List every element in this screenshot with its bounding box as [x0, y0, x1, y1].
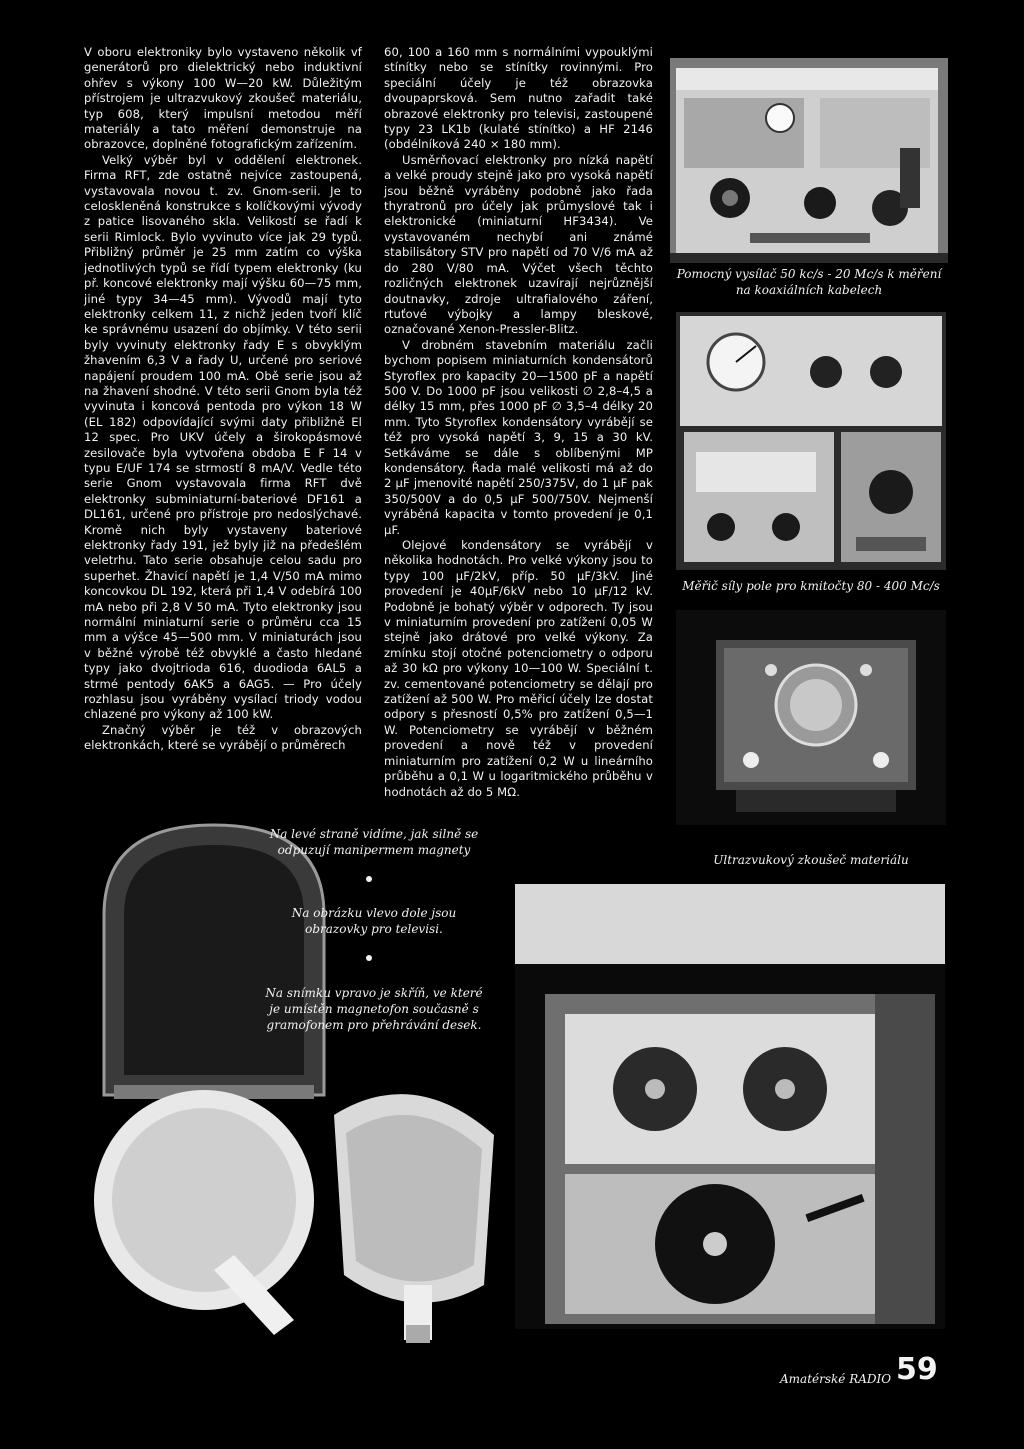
caption-bullet	[366, 876, 372, 882]
article-column-middle	[384, 45, 653, 800]
page-number: 59	[896, 1352, 938, 1387]
article-column-left	[84, 45, 362, 754]
paragraph: Velký výběr byl v oddělení elektronek. Firma RFT, zde ostatně nejvíce zastoupená, vystavovala novou t. zv. Gnom-serii. Je to celoskleněná konstrukce s kolíčkovými vývody z patice lisovaného skla. Velikostí se řadí k serii Rimlock. Bylo vyvinuto více jak 29 typů. Přibližný průměr je 25 mm zatím co výška jednotlivých typů se řídí typem elektronky (ku př. koncové elektronky mají výšku 60—75 mm, jiné typy 34—45 mm). Vývodů mají tyto elektronky celkem 11, z nichž jeden tvoří klíč ke správnému usazení do objímky. V této serii byly vyvinuty elektronky řady E s obvyklým žhavením 6,3 V a řady U, určené pro seriové napájení proudem 100 mA. Obě serie jsou až na žhavení shodné. V této serii Gnom byla též vyvinuta i koncová pentoda pro výkon 18 W (EL 182) odpovídající svými daty přibližně El 12 spec. Pro UKV účely a širokopásmové zesilovače byla vytvořena obdoba E F 14 v typu E/UF 174 se strmostí 8 mA/V. Vedle této serie Gnom vystavovala firma RFT dvě elektronky subminiaturní-bateriové DF161 a DL161, určené pro přístroje pro nedoslýchavé. Kromě nich byly vystaveny bateriové elektronky řady 191, jež byly již na předešlém veletrhu. Tato serie obsahuje celou sadu pro superhet. Žhavicí napětí je 1,4 V/50 mA mimo koncovkou DL 192, která při 1,4 V odebírá 100 mA nebo při 2,8 V 50 mA. Tyto elektronky jsou normální miniaturní serie o průměru cca 15 mm a výšce 45—500 mm. V miniaturách jsou v běžné výrobě též obvyklé a často hledané typy jako dvojtrioda 616, duodioda 6AL5 a strmé pentody 6AK5 a 6AG5. — Pro účely rozhlasu jsou vyráběny vysílací triody vodou chlazené pro výkony až 100 kW.	[84, 152, 362, 722]
ultrasonic-tester-photo	[676, 610, 946, 825]
field-meter-photo	[676, 312, 946, 570]
caption-ultrasonic: Ultrazvukový zkoušeč materiálu	[713, 853, 909, 867]
caption-left-side: Na levé straně vidíme, jak silně se odpuzují manipermem magnety	[269, 827, 479, 857]
magazine-name: Amatérské RADIO	[780, 1372, 892, 1386]
signal-generator-photo	[670, 58, 948, 263]
paragraph: Olejové kondensátory se vyrábějí v několika hodnotách. Pro velké výkony jsou to typy 100 μF/2kV, příp. 50 μF/3kV. Jiné provedení je 40μF/6kV nebo 10 μF/12 kV. Podobně je bohatý výběr v odporech. Ty jsou v miniaturním provedení pro zatížení 0,05 W stejně jako drátové pro velké výkony. Za zmínku stojí otočné potenciometry o odporu až 30 kΩ pro výkony 10—100 W. Speciální t. zv. cementované potenciometry se dělají pro zatížení až 500 W. Pro měřicí účely lze dostat odpory s přesností 0,5% pro zatížení 0,5—1 W. Potenciometry se vyrábějí v běžném provedení a nově též v provedení miniaturním pro zatížení 0,2 W u lineárního průběhu a 0,1 W u logaritmického průběhu v hodnotách až do 5 MΩ.	[384, 538, 653, 799]
caption-bullet	[366, 955, 372, 961]
paragraph: V oboru elektroniky bylo vystaveno několik vf generátorů pro dielektrický nebo induktivní ohřev s výkony 100 W—20 kW. Důležitým přístrojem je ultrazvukový zkoušeč materiálu, typ 608, který impulsní metodou měří materiály a tato měření demonstruje na obrazovce, doplněné fotografickým zařízením.	[84, 45, 362, 152]
paragraph: Značný výběr je též v obrazových elektronkách, které se vyrábějí o průměrech	[84, 722, 362, 753]
caption-bottom-left: Na obrázku vlevo dole jsou obrazovky pro televisi.	[291, 906, 457, 936]
cabinet-photo	[515, 884, 945, 1329]
caption-right-cabinet: Na snímku vpravo je skříň, ve které je umístěn magnetofon současně s gramofonem pro přehrávání desek.	[265, 986, 483, 1032]
paragraph: V drobném stavebním materiálu začli bychom popisem miniaturních kondensátorů Styroflex pro kapacity 20—1500 pF a napětí 500 V. Do 1000 pF jsou velikosti ∅ 2,8–4,5 a délky 15 mm, přes 1000 pF ∅ 3,5–4 délky 20 mm. Tyto Styroflex kondensátory vyrábějí se též pro vysoká napětí 3, 9, 15 a 30 kV. Setkáváme se dále s oblíbenými MP kondensátory. Řada malé velikosti má až do 2 μF jmenovité napětí 250/375V, do 1 μF pak 350/500V a do 0,5 μF 500/750V. Nejmenší vyráběná kapacita v tomto provedení je 0,1 μF.	[384, 337, 653, 537]
tv-tubes-photo	[84, 815, 504, 1345]
caption-signal-generator: Pomocný vysílač 50 kc/s - 20 Mc/s k měření na koaxiálních kabelech	[676, 267, 942, 297]
paragraph: 60, 100 a 160 mm s normálními vypouklými stínítky nebo se stínítky rovinnými. Pro speciální účely je též obrazovka dvoupaprsková. Sem nutno zařadit také obrazové elektronky pro televisi, zastoupené typy 23 LK1b (kulaté stínítko) a HF 2146 (obdélníková 240 × 180 mm).	[384, 45, 653, 152]
caption-field-meter: Měřič síly pole pro kmitočty 80 - 400 Mc/s	[682, 579, 940, 593]
paragraph: Usměrňovací elektronky pro nízká napětí a velké proudy stejně jako pro vysoká napětí jsou běžně vyráběny podobně jako řada thyratronů pro účely jak průmyslové tak i elektronické (miniaturní HF3434). Ve vystavovaném nechybí ani známé stabilisátory STV pro napětí od 70 V/6 mA až do 280 V/80 mA. Výčet všech těchto rozličných elektronek uzavírají nejrůznější doutnavky, zdroje ultrafialového záření, rtuťové výbojky a lampy bleskové, označované Xenon-Pressler-Blitz.	[384, 152, 653, 337]
